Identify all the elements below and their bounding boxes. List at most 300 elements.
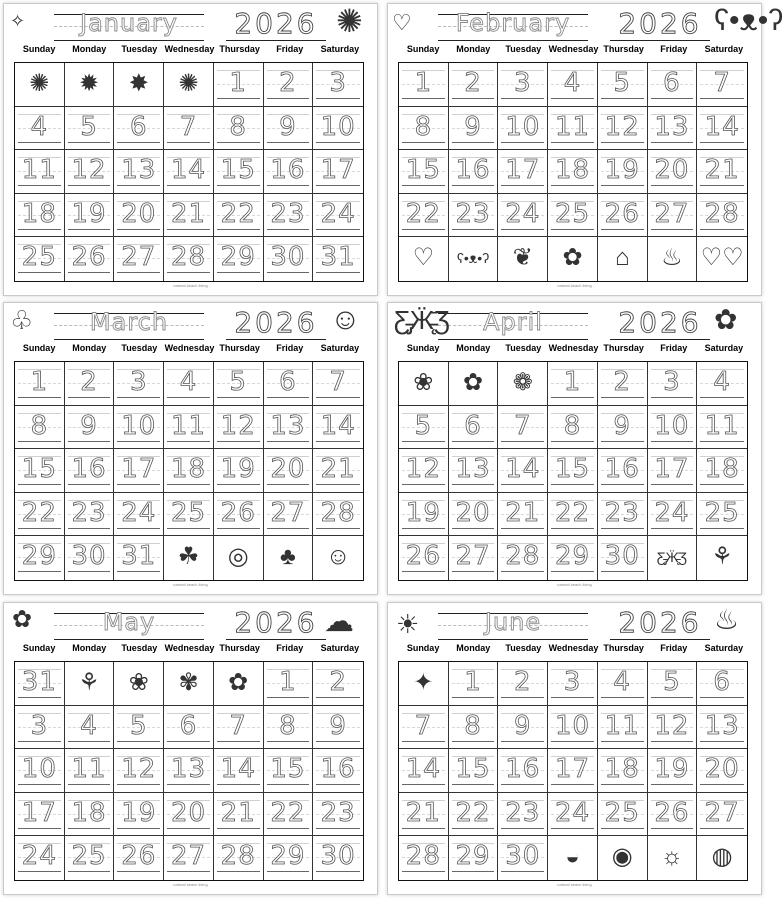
flowers-icon: ✿ (714, 304, 738, 335)
traceable-day-number: 8 (279, 710, 297, 741)
traceable-day-number: 7 (329, 367, 347, 397)
picture-cell (164, 536, 214, 580)
traceable-day-number: 5 (663, 667, 681, 697)
flower-stem-icon: ❀ (413, 369, 434, 396)
day-cell (598, 107, 648, 151)
day-cell (313, 107, 363, 151)
calendar-page-january (3, 3, 378, 296)
picture-cell (498, 362, 548, 406)
flower-icon: ✿ (463, 369, 484, 396)
traceable-day-number: 15 (455, 754, 491, 785)
traceable-day-number: 17 (121, 454, 157, 485)
weekday-label: Friday (276, 44, 304, 54)
day-cell (697, 749, 747, 793)
day-cell (449, 749, 499, 793)
traceable-day-number: 2 (514, 667, 532, 697)
traceable-day-number: 9 (279, 111, 297, 142)
teddy-bears-icon: ʕ•ᴥ•ʔ (714, 4, 783, 37)
traceable-day-number: 30 (270, 242, 306, 273)
day-cell (65, 706, 115, 750)
day-cell (65, 449, 115, 493)
traceable-day-number: 21 (220, 797, 256, 828)
weekday-label: Monday (456, 643, 491, 653)
traceable-day-number: 4 (179, 367, 198, 397)
leprechaun-icon: ☺ (330, 303, 361, 336)
day-cell (164, 406, 214, 450)
day-cell (164, 362, 214, 406)
weekday-header (14, 44, 365, 58)
traceable-day-number: 11 (170, 410, 207, 441)
traceable-day-number: 11 (71, 754, 107, 785)
day-cell (65, 237, 115, 281)
weekday-label: Monday (72, 343, 107, 353)
traceable-day-number: 22 (21, 497, 57, 528)
traceable-day-number: 21 (704, 155, 740, 186)
day-cell (498, 793, 548, 837)
day-cell (114, 706, 164, 750)
day-cell (65, 150, 115, 194)
weekday-label: Thursday (603, 44, 644, 54)
traceable-day-number: 10 (654, 410, 690, 441)
day-cell (598, 536, 648, 580)
day-cell (114, 536, 164, 580)
calendar-grid (398, 361, 748, 581)
day-cell (164, 107, 214, 151)
day-cell (114, 793, 164, 837)
day-cell (548, 362, 598, 406)
day-cell (498, 662, 548, 706)
day-cell (264, 836, 314, 880)
gift-hearts-icon: ❦ (512, 244, 533, 272)
year-title: 2026 (234, 306, 318, 339)
handwriting-guide-line (54, 40, 204, 41)
day-cell (164, 237, 214, 281)
traceable-day-number: 31 (121, 541, 157, 572)
traceable-day-number: 21 (505, 497, 541, 528)
day-cell (697, 107, 747, 151)
traceable-day-number: 23 (320, 797, 356, 828)
weekday-label: Tuesday (505, 643, 542, 653)
day-cell (498, 836, 548, 880)
day-cell (15, 107, 65, 151)
flower-stem-icon: ⚘ (78, 669, 100, 696)
day-cell (164, 749, 214, 793)
traceable-day-number: 16 (455, 155, 491, 186)
calendar-page-june (387, 602, 762, 895)
picture-cell (65, 662, 115, 706)
weekday-label: Sunday (22, 44, 56, 54)
picture-cell (65, 63, 115, 107)
traceable-day-number: 25 (604, 797, 640, 828)
day-cell (498, 406, 548, 450)
firework-icon: ✺ (178, 70, 199, 97)
weekday-header (14, 643, 365, 657)
traceable-day-number: 17 (654, 454, 690, 485)
day-cell (214, 406, 264, 450)
traceable-day-number: 30 (71, 541, 107, 572)
traceable-day-number: 13 (121, 155, 157, 186)
year-title: 2026 (234, 606, 318, 639)
traceable-day-number: 24 (505, 198, 541, 229)
leprechaun-icon: ☺ (325, 543, 351, 571)
day-cell (164, 493, 214, 537)
traceable-day-number: 6 (130, 111, 148, 142)
traceable-day-number: 25 (21, 242, 57, 273)
weekday-label: Thursday (219, 343, 260, 353)
day-cell (264, 150, 314, 194)
traceable-day-number: 2 (329, 667, 347, 697)
page-footer: natural beach living (557, 882, 592, 887)
day-cell (214, 107, 264, 151)
traceable-day-number: 15 (220, 155, 256, 186)
traceable-day-number: 19 (654, 754, 690, 785)
traceable-day-number: 8 (563, 410, 582, 441)
day-cell (214, 194, 264, 238)
day-cell (214, 150, 264, 194)
traceable-day-number: 27 (455, 541, 491, 572)
day-cell (65, 836, 115, 880)
traceable-day-number: 18 (170, 454, 207, 485)
traceable-day-number: 7 (179, 111, 198, 142)
day-cell (399, 793, 449, 837)
traceable-day-number: 26 (71, 242, 107, 273)
traceable-day-number: 16 (320, 754, 356, 785)
traceable-day-number: 18 (21, 198, 57, 229)
day-cell (399, 406, 449, 450)
traceable-day-number: 2 (279, 68, 297, 98)
handwriting-guide-line (54, 639, 204, 640)
day-cell (399, 493, 449, 537)
day-cell (65, 493, 115, 537)
traceable-day-number: 29 (554, 541, 591, 572)
firework-icon: ✺ (336, 3, 363, 39)
day-cell (313, 237, 363, 281)
weekday-label: Wednesday (548, 44, 599, 54)
traceable-day-number: 16 (505, 754, 541, 785)
day-cell (114, 194, 164, 238)
day-cell (65, 107, 115, 151)
traceable-day-number: 15 (405, 155, 441, 186)
cloud-icon: ☁ (324, 605, 354, 638)
traceable-day-number: 18 (554, 155, 591, 186)
weekday-label: Sunday (406, 343, 440, 353)
day-cell (313, 63, 363, 107)
day-cell (697, 706, 747, 750)
picture-cell (399, 662, 449, 706)
page-footer: natural beach living (557, 283, 592, 288)
day-cell (399, 706, 449, 750)
picture-cell (498, 237, 548, 281)
year-guide-line (610, 339, 710, 340)
traceable-day-number: 21 (320, 454, 356, 485)
clam-shell-icon: ◒ (565, 843, 580, 871)
weekday-label: Monday (72, 44, 107, 54)
traceable-day-number: 24 (21, 841, 57, 872)
traceable-day-number: 17 (554, 754, 591, 785)
day-cell (399, 63, 449, 107)
weekday-label: Wednesday (164, 343, 215, 353)
calendar-page-february (387, 3, 783, 296)
traceable-day-number: 26 (654, 797, 690, 828)
traceable-day-number: 9 (80, 410, 98, 441)
sea-shell-icon: ◉ (611, 843, 633, 871)
traceable-day-number: 1 (563, 367, 582, 397)
day-cell (214, 493, 264, 537)
day-cell (15, 362, 65, 406)
day-cell (399, 449, 449, 493)
year-guide-line (610, 639, 710, 640)
day-cell (15, 793, 65, 837)
traceable-day-number: 16 (604, 454, 640, 485)
day-cell (498, 63, 548, 107)
handwriting-guide-line (438, 339, 588, 340)
day-cell (114, 749, 164, 793)
traceable-day-number: 14 (320, 410, 356, 441)
page-header (388, 4, 783, 48)
picture-cell (598, 836, 648, 880)
traceable-day-number: 13 (270, 410, 306, 441)
page-footer: natural beach living (173, 582, 208, 587)
page-header (4, 603, 377, 647)
traceable-day-number: 7 (414, 710, 433, 741)
traceable-day-number: 17 (505, 155, 541, 186)
weekday-label: Wednesday (164, 44, 215, 54)
traceable-day-number: 10 (554, 710, 591, 741)
calendar-grid (14, 661, 364, 881)
page-footer: natural beach living (173, 882, 208, 887)
weekday-label: Monday (456, 343, 491, 353)
picture-cell (114, 662, 164, 706)
day-cell (313, 150, 363, 194)
traceable-day-number: 11 (21, 155, 57, 186)
calendar-grid (14, 62, 364, 282)
starfish-icon: ✦ (413, 669, 434, 696)
picture-cell (548, 237, 598, 281)
traceable-day-number: 14 (505, 454, 541, 485)
traceable-day-number: 17 (320, 155, 356, 186)
day-cell (697, 362, 747, 406)
leprechaun-hat-icon: ♧ (10, 305, 34, 335)
day-cell (313, 793, 363, 837)
day-cell (65, 406, 115, 450)
traceable-day-number: 27 (121, 242, 157, 273)
traceable-day-number: 9 (464, 111, 482, 142)
weekday-header (14, 343, 365, 357)
traceable-day-number: 23 (71, 497, 107, 528)
day-cell (65, 749, 115, 793)
traceable-day-number: 20 (121, 198, 157, 229)
traceable-day-number: 4 (30, 111, 49, 142)
year-guide-line (610, 40, 710, 41)
traceable-day-number: 4 (613, 667, 631, 697)
traceable-day-number: 21 (405, 797, 441, 828)
day-cell (498, 536, 548, 580)
traceable-day-number: 18 (704, 454, 740, 485)
day-cell (598, 662, 648, 706)
day-cell (65, 536, 115, 580)
weekday-label: Thursday (219, 643, 260, 653)
day-cell (313, 706, 363, 750)
year-guide-line (226, 639, 326, 640)
picture-cell (15, 63, 65, 107)
day-cell (598, 449, 648, 493)
day-cell (15, 194, 65, 238)
traceable-day-number: 13 (170, 754, 207, 785)
traceable-day-number: 6 (663, 68, 681, 98)
heart-face-icon: ♡ (412, 244, 435, 272)
month-title: February (455, 9, 571, 37)
day-cell (648, 749, 698, 793)
day-cell (598, 150, 648, 194)
day-cell (648, 63, 698, 107)
day-cell (648, 449, 698, 493)
day-cell (264, 107, 314, 151)
flower-stem-icon: ⚘ (711, 543, 733, 571)
day-cell (648, 150, 698, 194)
traceable-day-number: 29 (270, 841, 306, 872)
day-cell (498, 150, 548, 194)
day-cell (164, 706, 214, 750)
traceable-day-number: 6 (279, 367, 297, 397)
picture-cell (164, 63, 214, 107)
day-cell (264, 362, 314, 406)
traceable-day-number: 1 (229, 68, 247, 98)
traceable-day-number: 22 (455, 797, 491, 828)
day-cell (498, 493, 548, 537)
potted-plant-icon: ✾ (178, 669, 199, 696)
traceable-day-number: 31 (21, 667, 57, 697)
traceable-day-number: 24 (554, 797, 591, 828)
gold-coins-icon: ◎ (227, 543, 249, 571)
flowers-icon: ✿ (12, 606, 33, 633)
picture-cell (114, 63, 164, 107)
two-hearts-icon: ♡♡ (700, 244, 744, 272)
day-cell (697, 662, 747, 706)
day-cell (65, 194, 115, 238)
traceable-day-number: 2 (464, 68, 482, 98)
day-cell (15, 749, 65, 793)
traceable-day-number: 8 (30, 410, 49, 441)
traceable-day-number: 1 (30, 367, 49, 397)
weekday-label: Tuesday (505, 44, 542, 54)
weekday-label: Sunday (406, 643, 440, 653)
traceable-day-number: 2 (613, 367, 631, 397)
traceable-day-number: 12 (405, 454, 441, 485)
handwriting-guide-line (438, 40, 588, 41)
day-cell (449, 836, 499, 880)
day-cell (548, 449, 598, 493)
day-cell (264, 237, 314, 281)
traceable-day-number: 1 (414, 68, 433, 98)
traceable-day-number: 12 (121, 754, 157, 785)
weekday-label: Saturday (320, 44, 360, 54)
weekday-header (398, 643, 749, 657)
traceable-day-number: 27 (704, 797, 740, 828)
day-cell (548, 150, 598, 194)
traceable-day-number: 27 (654, 198, 690, 229)
traceable-day-number: 29 (21, 541, 57, 572)
day-cell (264, 749, 314, 793)
year-title: 2026 (618, 306, 702, 339)
day-cell (399, 150, 449, 194)
day-cell (214, 706, 264, 750)
traceable-day-number: 19 (405, 497, 441, 528)
year-title: 2026 (618, 7, 702, 40)
traceable-day-number: 23 (505, 797, 541, 828)
traceable-day-number: 13 (654, 111, 690, 142)
month-title: January (80, 9, 178, 37)
day-cell (449, 194, 499, 238)
day-cell (214, 63, 264, 107)
traceable-day-number: 23 (455, 198, 491, 229)
traceable-day-number: 3 (30, 710, 49, 741)
traceable-day-number: 29 (455, 841, 491, 872)
traceable-day-number: 18 (604, 754, 640, 785)
day-cell (449, 706, 499, 750)
traceable-day-number: 25 (704, 497, 740, 528)
weekday-label: Saturday (704, 643, 744, 653)
day-cell (449, 793, 499, 837)
picture-cell (697, 237, 747, 281)
traceable-day-number: 25 (170, 497, 207, 528)
weekday-label: Thursday (219, 44, 260, 54)
weekday-label: Saturday (320, 343, 360, 353)
day-cell (648, 362, 698, 406)
weekday-label: Monday (72, 643, 107, 653)
picture-cell (548, 836, 598, 880)
day-cell (114, 449, 164, 493)
cupcake-icon: ♨ (661, 244, 683, 272)
day-cell (697, 194, 747, 238)
weekday-label: Friday (276, 343, 304, 353)
traceable-day-number: 4 (563, 68, 582, 98)
traceable-day-number: 13 (704, 710, 740, 741)
day-cell (399, 194, 449, 238)
calendar-grid (398, 661, 748, 881)
day-cell (399, 749, 449, 793)
traceable-day-number: 25 (71, 841, 107, 872)
page-header (4, 303, 377, 347)
day-cell (449, 662, 499, 706)
month-title: June (484, 608, 542, 636)
year-guide-line (226, 40, 326, 41)
traceable-day-number: 24 (654, 497, 690, 528)
day-cell (313, 749, 363, 793)
gift-box-icon: ⌂ (614, 244, 630, 272)
picture-cell (264, 536, 314, 580)
traceable-day-number: 26 (604, 198, 640, 229)
day-cell (15, 150, 65, 194)
traceable-day-number: 24 (320, 198, 356, 229)
day-cell (214, 836, 264, 880)
day-cell (449, 63, 499, 107)
day-cell (264, 706, 314, 750)
day-cell (114, 406, 164, 450)
day-cell (697, 449, 747, 493)
day-cell (214, 449, 264, 493)
traceable-day-number: 10 (21, 754, 57, 785)
weekday-label: Wednesday (164, 643, 215, 653)
month-title: March (89, 308, 169, 336)
day-cell (598, 493, 648, 537)
day-cell (498, 107, 548, 151)
traceable-day-number: 22 (220, 198, 256, 229)
page-header (388, 603, 761, 647)
traceable-day-number: 22 (554, 497, 591, 528)
day-cell (313, 662, 363, 706)
picture-cell (648, 237, 698, 281)
traceable-day-number: 1 (279, 667, 297, 697)
